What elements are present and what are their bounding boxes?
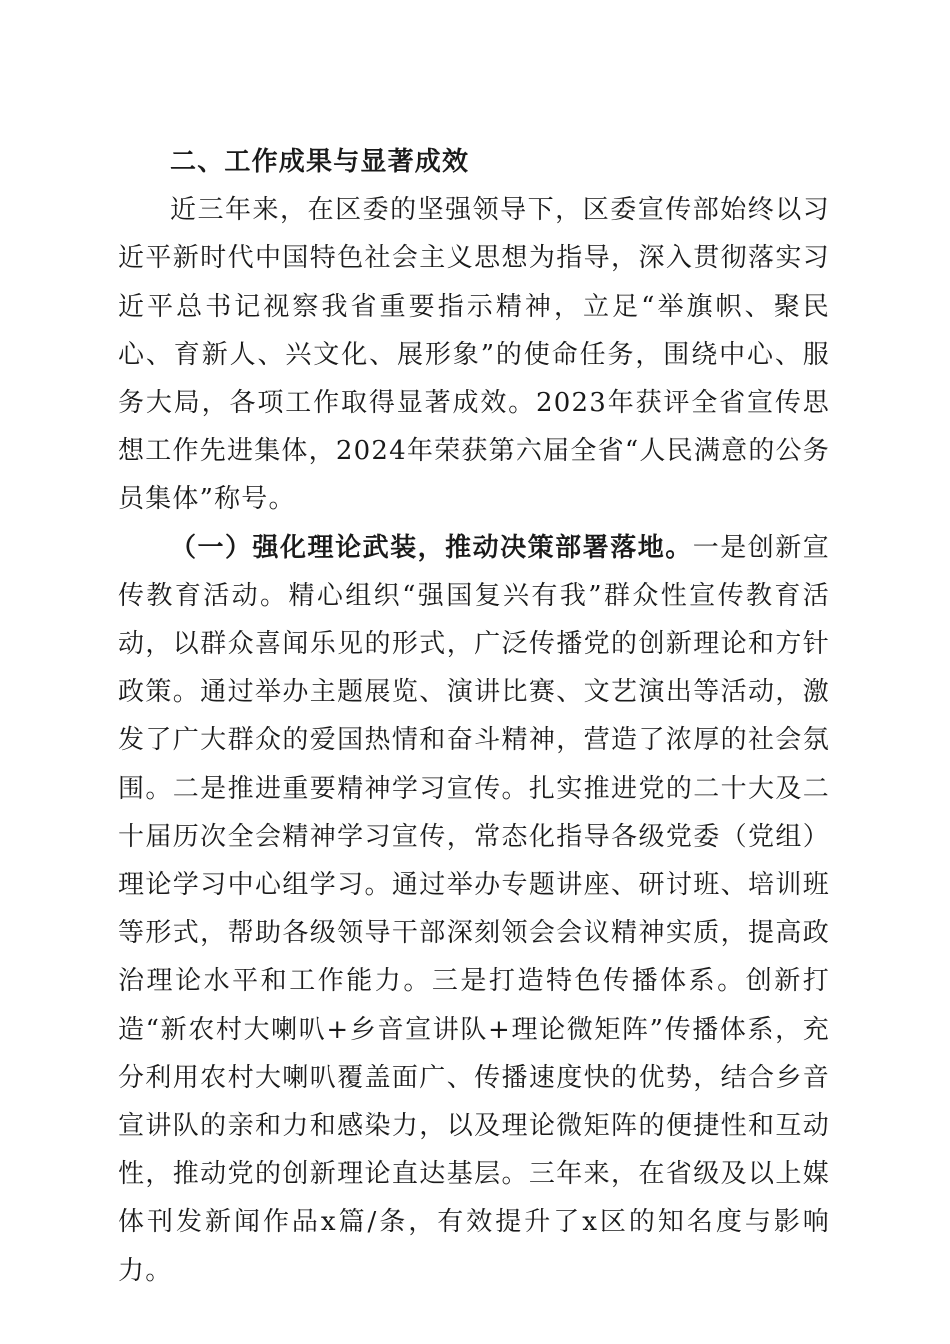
section-heading: 二、工作成果与显著成效 — [170, 147, 470, 177]
document-body — [118, 138, 830, 1295]
intro-paragraph: 近三年来，在区委的坚强领导下，区委宣传部始终以习近平新时代中国特色社会主义思想为指导，深入贯彻落实习近平总书记视察我省重要指示精神，立足“举旗帜、聚民心、育新人、兴文化、展形象”的使命任务，围绕中心、服务大局，各项工作取得显著成效。2023年获评全省宣传思想工作先进集体，2024年荣获第六届全省“人民满意的公务员集体”称号。 — [118, 195, 830, 515]
item-1-body: 一是创新宣传教育活动。精心组织“强国复兴有我”群众性宣传教育活动，以群众喜闻乐见的形式，广泛传播党的创新理论和方针政策。通过举办主题展览、演讲比赛、文艺演出等活动，激发了广大群众的爱国热情和奋斗精神，营造了浓厚的社会氛围。二是推进重要精神学习宣传。扎实推进党的二十大及二十届历次全会精神学习宣传，常态化指导各级党委（党组）理论学习中心组学习。通过举办专题讲座、研讨班、培训班等形式，帮助各级领导干部深刻领会会议精神实质，提高政治理论水平和工作能力。三是打造特色传播体系。创新打造“新农村大喇叭+乡音宣讲队+理论微矩阵”传播体系，充分利用农村大喇叭覆盖面广、传播速度快的优势，结合乡音宣讲队的亲和力和感染力，以及理论微矩阵的便捷性和互动性，推动党的创新理论直达基层。三年来，在省级及以上媒体刊发新闻作品x篇/条，有效提升了x区的知名度与影响力。 — [118, 532, 830, 1286]
item-1-heading: （一）强化理论武装，推动决策部署落地。 — [170, 532, 693, 563]
item-1-paragraph — [118, 524, 830, 1295]
